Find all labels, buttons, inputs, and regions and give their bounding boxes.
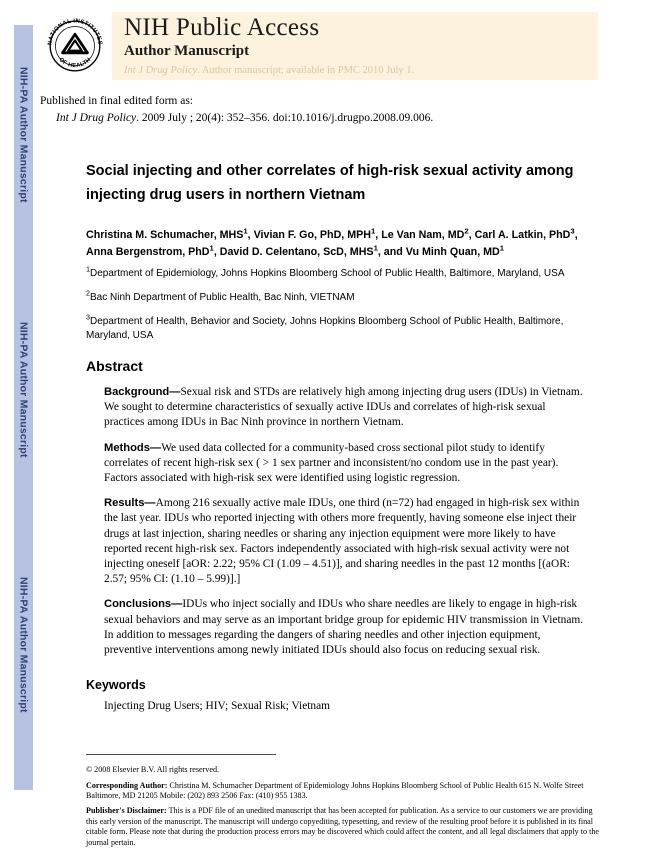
corresponding-author: [86, 781, 602, 802]
banner-citation: [124, 64, 598, 78]
document-page: [38, 0, 646, 867]
abstract-section: [104, 597, 584, 658]
banner-text-block: [112, 12, 598, 80]
affiliation-item: $^3$Department of Health, Behavior and Society, Johns Hopkins Bloomberg School of Public Health, Baltimore, Maryland, USA: [86, 312, 564, 341]
abstract-section-text: We used data collected for a community-based cross sectional pilot study to identify correlates of recent high-risk sex ( > 1 sex partner and inconsistent/no condom use in the past year). Factors associated with high-risk sex were identified using logistic regression.: [104, 441, 559, 485]
publisher-disclaimer-label: Publisher's Disclaimer:: [86, 806, 167, 816]
nih-pa-sidebar: [14, 25, 33, 790]
abstract-section-label: Results—: [104, 497, 156, 510]
abstract-section-text: Among 216 sexually active male IDUs, one third (n=72) had engaged in high-risk sex within the last year. IDUs who reported injecting with others more frequently, having someone else inject their drugs at last injection, sharing needles or sharing any injection equipment were more likely to have reported recent high-risk sex. Factors independently associated with high-risk sexual activity were not injecting oneself [aOR: 2.22; 95% CI (1.09 – 4.51)], and sharing needles in the past 12 months [(aOR: 2.57; 95% CI: (1.10 – 5.99)].]: [104, 497, 580, 586]
publisher-disclaimer: [86, 806, 602, 848]
abstract-section-label: Conclusions—: [104, 598, 183, 611]
keywords-text: Injecting Drug Users; HIV; Sexual Risk; Vietnam: [104, 700, 331, 713]
svg-text:OF HEALTH: OF HEALTH: [57, 56, 93, 70]
author-list: Christina M. Schumacher, MHS$^1$, Vivian F. Go, PhD, MPH$^1$, Le Van Nam, $MD^2$, Carl A. Latkin, PhD$^3$, Anna Bergenstrom, PhD$^1$, David D. Celentano, ScD, MHS$^1$, and Vu Minh Quan, $MD^1$: [86, 226, 578, 258]
abstract-section-text: IDUs who inject socially and IDUs who share needles are likely to engage in high-risk sexual behaviors and may serve as an important bridge group for epidemic HIV transmission in Vietnam. In addition to messages regarding the dangers of sharing needles and other injection equipment, preventive interventions among newly initiated IDUs should also focus on reducing sexual risk.: [104, 598, 584, 657]
sidebar-label-3: NIH-PA Author Manuscript: [17, 577, 30, 713]
abstract-section-label: Methods—: [104, 441, 162, 454]
svg-text:NATIONAL INSTITUTES: NATIONAL INSTITUTES: [47, 18, 103, 46]
abstract-section-label: Background—: [104, 386, 181, 398]
affiliation-list: [86, 264, 584, 343]
copyright-line: © 2008 Elsevier B.V. All rights reserved.: [86, 765, 220, 775]
publisher-disclaimer-text: This is a PDF file of an unedited manuscript that has been accepted for publication. As a service to our customers we are providing this early version of the manuscript. The manuscript will undergo copyediting, typesetting, and review of the resulting proof before it is published in its final citable form. Please note that during the production process errors may be discovered which could affect the content, and all legal disclaimers that apply to the journal pertain.: [86, 806, 599, 847]
published-journal: Int J Drug Policy: [56, 112, 137, 124]
abstract-section: [104, 496, 584, 587]
abstract-body: [38, 385, 646, 658]
affiliation-item: $^1$Department of Epidemiology, Johns Hopkins Bloomberg School of Public Health, Baltimore, Maryland, USA: [86, 264, 565, 279]
banner-subtitle: Author Manuscript: [124, 43, 250, 59]
corresponding-author-label: Corresponding Author:: [86, 780, 168, 790]
published-lead: Published in final edited form as:: [40, 95, 193, 107]
banner-citation-journal: Int J Drug Policy: [124, 65, 198, 76]
published-citation: [56, 111, 646, 126]
banner-citation-rest: . Author manuscript; available in PMC 2010 July 1.: [197, 65, 415, 76]
abstract-section: [104, 385, 584, 431]
published-block: [40, 94, 646, 126]
footnote-divider: [86, 754, 276, 755]
keywords-heading: Keywords: [86, 678, 146, 693]
affiliation-item: $^2$Bac Ninh Department of Public Health, Bac Ninh, VIETNAM: [86, 288, 355, 303]
page-title: Social injecting and other correlates of high-risk sexual activity among injecting drug users in northern Vietnam: [86, 163, 574, 203]
banner-title: NIH Public Access: [124, 14, 320, 41]
nih-public-access-banner: [38, 12, 598, 80]
nih-seal-logo: [38, 12, 112, 80]
abstract-heading: Abstract: [86, 358, 143, 374]
sidebar-label-1: NIH-PA Author Manuscript: [17, 67, 30, 203]
published-details: . 2009 July ; 20(4): 352–356. doi:10.1016/j.drugpo.2008.09.006.: [136, 112, 434, 124]
nih-seal-icon: [44, 15, 106, 77]
sidebar-label-2: NIH-PA Author Manuscript: [17, 322, 30, 458]
footnote-block: [86, 765, 602, 848]
corresponding-author-text: Christina M. Schumacher Department of Epidemiology Johns Hopkins Bloomberg School of Public Health 615 N. Wolfe Street Baltimore, MD 21205 Mobile: (202) 893 2506 Fax: (410) 955 1383.: [86, 780, 584, 801]
abstract-section: [104, 441, 584, 487]
abstract-section-text: Sexual risk and STDs are relatively high among injecting drug users (IDUs) in Vietnam. We sought to determine characteristics of sexually active IDUs and correlates of high-risk sexual practices among IDUs in Bac Ninh province in northern Vietnam.: [104, 386, 583, 429]
